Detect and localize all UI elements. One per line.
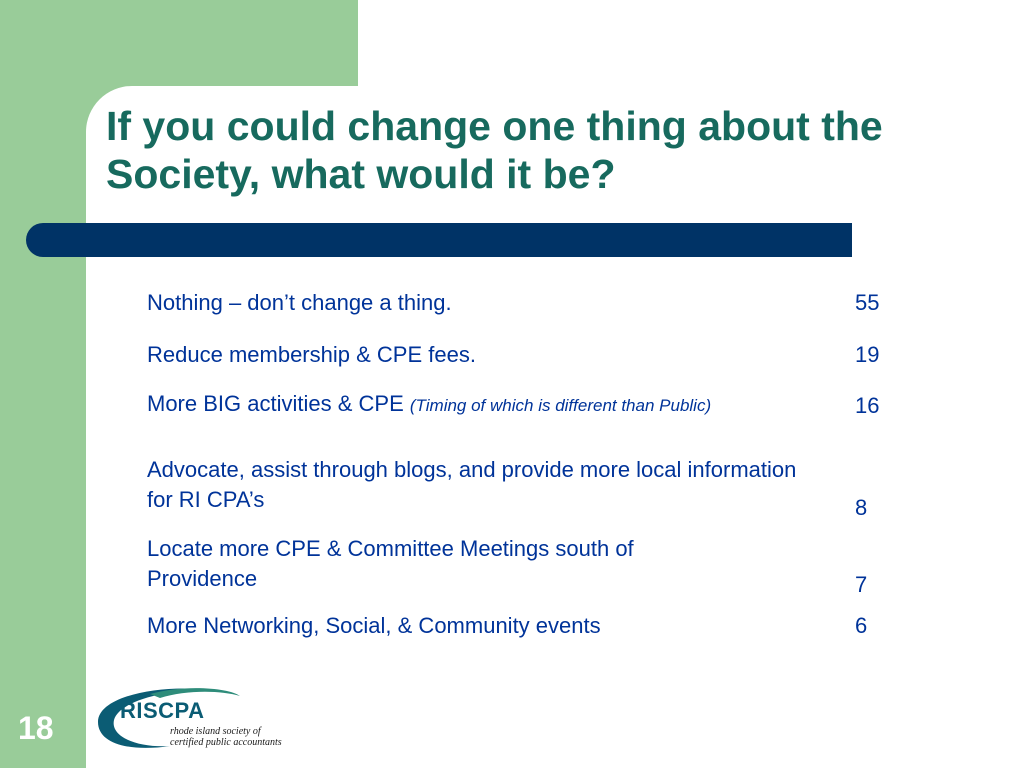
item-count: 8 — [855, 495, 868, 520]
item-count: 7 — [855, 572, 868, 597]
item-count: 19 — [855, 342, 880, 367]
list-item-text — [147, 288, 807, 318]
item-count: 16 — [855, 393, 880, 418]
list-item-text — [147, 340, 807, 370]
logo-tagline-line2: certified public accountants — [170, 737, 282, 748]
logo-tagline-line1: rhode island society of — [170, 726, 261, 737]
list-item-text — [147, 611, 807, 641]
item-label: Nothing – don’t change a thing. — [147, 290, 452, 315]
title-divider-bar — [26, 223, 852, 257]
item-label: More Networking, Social, & Community events — [147, 613, 601, 638]
item-note: (Timing of which is different than Public) — [409, 396, 712, 415]
item-label: Reduce membership & CPE fees. — [147, 342, 476, 367]
logo-wordmark: RISCPA — [120, 698, 205, 723]
item-label: Advocate, assist through blogs, and provide more local information for RI CPA’s — [147, 457, 797, 512]
list-item-text — [147, 455, 807, 515]
item-count: 55 — [855, 290, 880, 315]
list-item-text — [147, 391, 767, 419]
item-count: 6 — [855, 613, 868, 638]
slide-number: 18 — [18, 710, 54, 746]
item-label: Locate more CPE & Committee Meetings south of Providence — [147, 536, 634, 591]
logo-tagline — [170, 726, 290, 748]
list-item-text — [147, 534, 747, 594]
item-label: More BIG activities & CPE — [147, 391, 410, 416]
slide-title: If you could change one thing about the Society, what would it be? — [106, 103, 883, 197]
